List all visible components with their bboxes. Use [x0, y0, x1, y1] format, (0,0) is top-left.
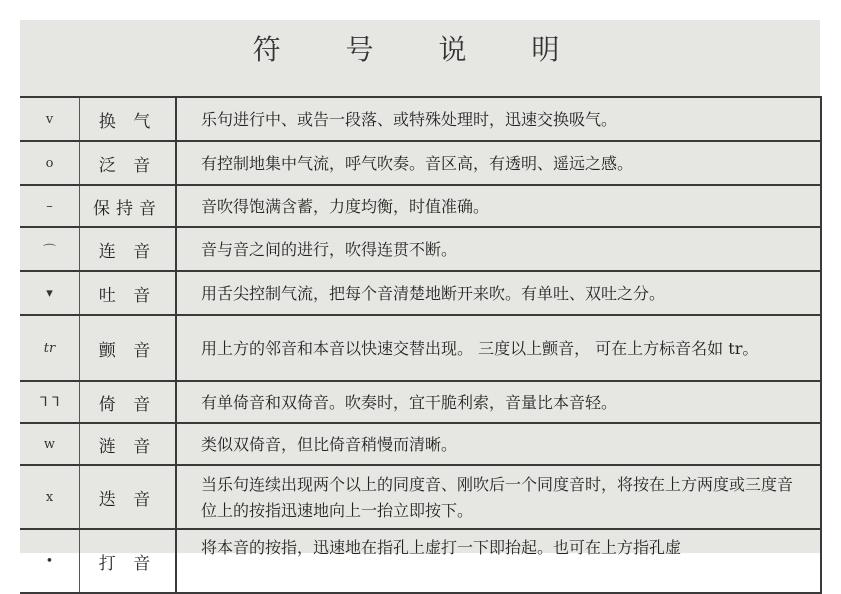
table-row — [20, 142, 820, 186]
term-label: 泛 音 — [80, 142, 177, 184]
term-description: 乐句进行中、或告一段落、或特殊处理时，迅速交换吸气。 — [201, 109, 618, 129]
table-row — [20, 98, 820, 142]
term-description: 音吹得饱满含蓄，力度均衡，时值准确。 — [201, 196, 490, 216]
table-row — [20, 382, 820, 424]
tenuto-icon: – — [20, 186, 80, 226]
table-row — [20, 316, 820, 382]
mordent-icon: w — [20, 424, 80, 464]
term-description: 用上方的邻音和本音以快速交替出现。 三度以上颤音， 可在上方标音名如 tr。 — [201, 338, 759, 358]
term-label: 颤 音 — [80, 316, 177, 380]
breath-mark-icon: v — [20, 98, 80, 140]
harmonic-icon: o — [20, 142, 80, 184]
grace-note-icon: ᒣ ᒣ — [20, 382, 80, 422]
term-description: 音与音之间的进行，吹得连贯不断。 — [201, 239, 458, 259]
term-description: 将本音的按指，迅速地在指孔上虚打一下即抬起。也可在上方指孔虚 — [201, 538, 682, 557]
term-description: 用舌尖控制气流，把每个音清楚地断开来吹。有单吐、双吐之分。 — [201, 283, 666, 303]
term-label: 换 气 — [80, 98, 177, 140]
term-label: 涟 音 — [80, 424, 177, 464]
tap-note-icon: • — [20, 530, 80, 592]
term-label: 吐 音 — [80, 272, 177, 314]
term-description: 类似双倚音，但比倚音稍慢而清晰。 — [201, 434, 458, 454]
table-row — [20, 186, 820, 228]
repeated-note-icon: x — [20, 466, 80, 528]
term-description: 当乐句连续出现两个以上的同度音、刚吹后一个同度音时，将按在上方两度或三度音位上的按指迅速地向上一抬立即按下。 — [201, 474, 794, 520]
term-description: 有单倚音和双倚音。吹奏时，宜干脆利索，音量比本音轻。 — [201, 392, 618, 412]
term-label: 迭 音 — [80, 466, 177, 528]
term-description: 有控制地集中气流，呼气吹奏。音区高，有透明、遥远之感。 — [201, 153, 634, 173]
symbol-table — [20, 96, 822, 594]
table-row — [20, 228, 820, 272]
page-title: 符 号 说 明 — [252, 33, 588, 66]
table-row — [20, 466, 820, 530]
table-row — [20, 272, 820, 316]
term-label: 打 音 — [80, 530, 177, 592]
term-label: 倚 音 — [80, 382, 177, 422]
staccato-icon: ▾ — [20, 272, 80, 314]
table-row — [20, 424, 820, 466]
table-row — [20, 530, 820, 594]
trill-icon: tr — [20, 316, 80, 380]
page-scan — [20, 20, 820, 574]
term-label: 保持音 — [80, 186, 177, 226]
term-label: 连 音 — [80, 228, 177, 270]
slur-icon: ⌒ — [20, 228, 80, 270]
